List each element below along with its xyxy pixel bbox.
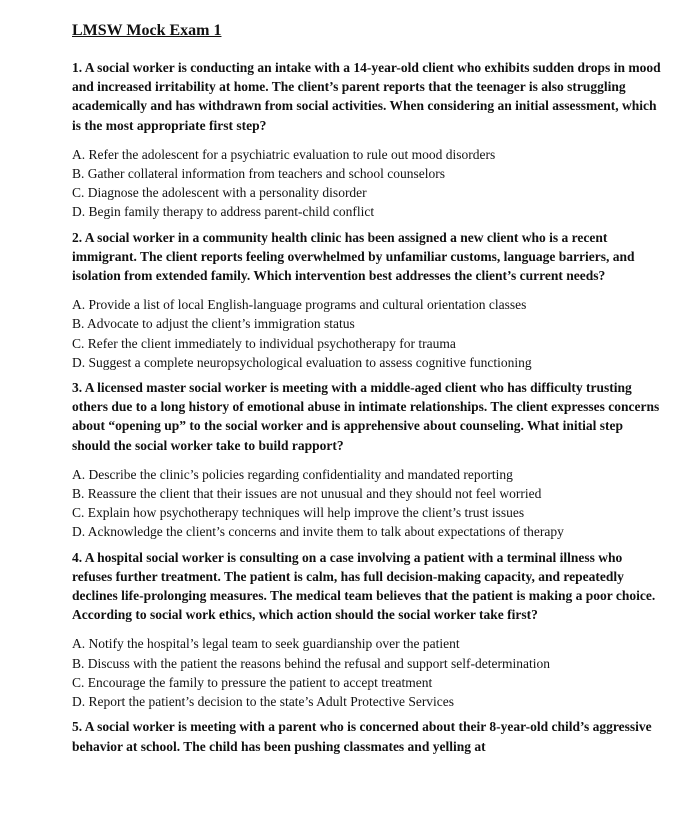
option-b: B. Reassure the client that their issues are not unusual and they should not feel worried <box>72 486 542 502</box>
option-a: A. Describe the clinic’s policies regarding confidentiality and mandated reporting <box>72 466 513 482</box>
answer-options <box>72 295 662 372</box>
option-b: B. Discuss with the patient the reasons behind the refusal and support self-determination <box>72 655 551 671</box>
option-d: D. Report the patient’s decision to the state’s Adult Protective Services <box>72 694 455 710</box>
answer-options <box>72 465 662 542</box>
option-d: D. Acknowledge the client’s concerns and invite them to talk about expectations of therapy <box>72 524 564 540</box>
option-c: C. Refer the client immediately to individual psychotherapy for trauma <box>72 335 456 351</box>
question-text: 1. A social worker is conducting an intake with a 14-year-old client who exhibits sudden drops in mood and increased irritability at home. The client’s parent reports that the teenager is also struggling academically and has withdrawn from social activities. When considering an initial assessment, which is the most appropriate first step? <box>72 60 661 133</box>
question-5 <box>72 717 662 755</box>
option-a: A. Refer the adolescent for a psychiatric evaluation to rule out mood disorders <box>72 146 496 162</box>
question-2 <box>72 228 662 372</box>
option-b: B. Gather collateral information from teachers and school counselors <box>72 166 445 182</box>
option-a: A. Provide a list of local English-language programs and cultural orientation classes <box>72 297 527 313</box>
question-text: 5. A social worker is meeting with a parent who is concerned about their 8-year-old child’s aggressive behavior at school. The child has been pushing classmates and yelling at <box>72 719 652 754</box>
question-text: 4. A hospital social worker is consulting on a case involving a patient with a terminal illness who refuses further treatment. The patient is calm, has full decision-making capacity, and repeatedly declines life-prolonging measures. The medical team believes that the patient is making a poor choice. According to social work ethics, which action should the social worker take first? <box>72 549 656 623</box>
option-d: D. Suggest a complete neuropsychological evaluation to assess cognitive functioning <box>72 354 532 370</box>
option-d: D. Begin family therapy to address parent-child conflict <box>72 204 375 220</box>
exam-title: LMSW Mock Exam 1 <box>72 22 222 39</box>
answer-options <box>72 634 662 711</box>
option-a: A. Notify the hospital’s legal team to seek guardianship over the patient <box>72 636 460 652</box>
exam-document <box>72 20 662 766</box>
answer-options <box>72 145 662 222</box>
question-3 <box>72 378 662 542</box>
option-b: B. Advocate to adjust the client’s immigration status <box>72 316 355 332</box>
option-c: C. Diagnose the adolescent with a personality disorder <box>72 185 367 201</box>
question-1 <box>72 58 662 222</box>
question-text: 2. A social worker in a community health clinic has been assigned a new client who is a recent immigrant. The client reports feeling overwhelmed by unfamiliar customs, language barriers, and isolation from extended family. Which intervention best addresses the client’s current needs? <box>72 229 635 284</box>
question-text: 3. A licensed master social worker is meeting with a middle-aged client who has difficulty trusting others due to a long history of emotional abuse in intimate relationships. The client expresses concerns about “opening up” to the social worker and is apprehensive about counseling. What initial step should the social worker take to build rapport? <box>72 380 660 453</box>
option-c: C. Explain how psychotherapy techniques will help improve the client’s trust issues <box>72 505 525 521</box>
option-c: C. Encourage the family to pressure the patient to accept treatment <box>72 674 433 690</box>
question-4 <box>72 548 662 712</box>
